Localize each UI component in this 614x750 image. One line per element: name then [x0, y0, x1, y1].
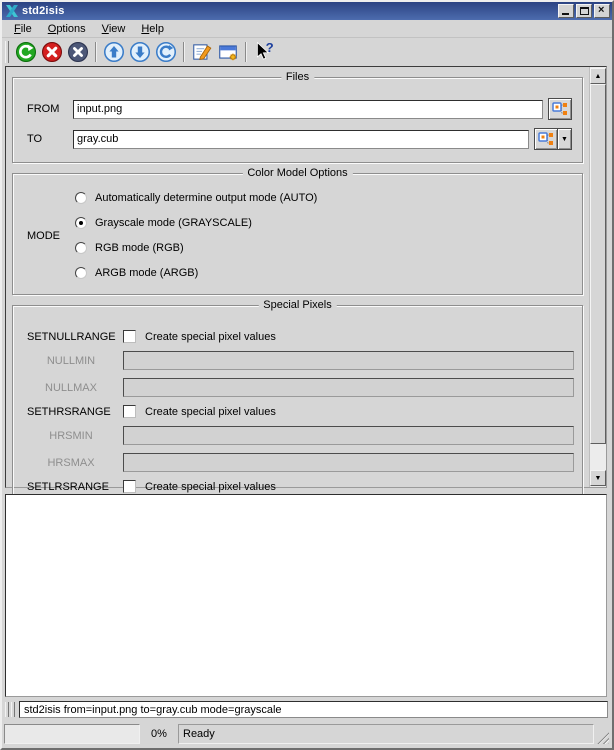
scrollbar-thumb[interactable]: [590, 84, 606, 444]
previous-history-icon: [103, 41, 125, 63]
hrsmax-row: [19, 453, 576, 472]
from-file-browse-button[interactable]: [548, 98, 572, 120]
hrsmax-input: [123, 453, 574, 472]
command-line-input[interactable]: [19, 701, 608, 718]
progress-percent: 0%: [151, 728, 167, 740]
nullmin-input: [123, 351, 574, 370]
parameter-form: [6, 67, 589, 493]
setlrsrange-checkbox[interactable]: [123, 480, 136, 493]
main-toolbar: [2, 38, 612, 66]
run-icon: [15, 41, 37, 63]
edit-log-button[interactable]: [190, 40, 214, 64]
title-bar: [2, 2, 612, 20]
next-history-button[interactable]: [128, 40, 152, 64]
to-input[interactable]: [73, 130, 529, 149]
sethrsrange-row: [19, 405, 576, 418]
toolbar-separator: [245, 42, 247, 62]
whats-this-button[interactable]: [252, 40, 276, 64]
file-browse-icon: [538, 131, 554, 147]
toolbar-grip[interactable]: [5, 41, 9, 63]
mode-option-auto[interactable]: [75, 192, 576, 204]
nullmax-row: [19, 378, 576, 397]
close-icon: ×: [598, 4, 605, 16]
previous-history-button[interactable]: [102, 40, 126, 64]
whats-this-icon: [253, 41, 275, 63]
window-title: std2isis: [22, 5, 65, 17]
nullmin-label: NULLMIN: [46, 354, 96, 367]
stop-button[interactable]: [40, 40, 64, 64]
mode-option-label: Grayscale mode (GRAYSCALE): [95, 217, 252, 229]
form-vertical-scrollbar[interactable]: [589, 67, 606, 487]
from-label: FROM: [27, 103, 60, 115]
mode-label: MODE: [27, 229, 60, 242]
hrsmin-row: [19, 426, 576, 445]
nullmin-row: [19, 351, 576, 370]
status-message: Ready: [178, 724, 594, 744]
setlrsrange-checkbox-label: Create special pixel values: [145, 480, 276, 493]
progress-bar: [4, 724, 140, 744]
minimize-icon: [562, 13, 569, 15]
hrsmax-label: HRSMAX: [47, 456, 95, 469]
x11-app-icon: [5, 4, 19, 18]
setlrsrange-row: [19, 480, 576, 493]
setlrsrange-label: SETLRSRANGE: [27, 480, 109, 493]
toolbar-separator: [95, 42, 97, 62]
files-group-legend: Files: [281, 71, 314, 83]
command-line-toolbar: [4, 700, 608, 719]
files-group: [12, 71, 583, 163]
menu-bar: [2, 20, 612, 38]
chevron-up-icon: ▲: [594, 72, 602, 80]
setnullrange-checkbox-label: Create special pixel values: [145, 330, 276, 343]
toolbar-separator: [183, 42, 185, 62]
radio-icon[interactable]: [75, 242, 87, 254]
nullmax-input: [123, 378, 574, 397]
resize-grip[interactable]: [596, 731, 609, 744]
sethrsrange-checkbox[interactable]: [123, 405, 136, 418]
minimize-button[interactable]: [558, 4, 574, 18]
file-browse-icon: [552, 101, 568, 117]
setnullrange-label: SETNULLRANGE: [27, 330, 116, 343]
chevron-down-icon: ▼: [561, 135, 568, 143]
chevron-down-icon: ▼: [594, 474, 602, 482]
scrollbar-up-button[interactable]: [590, 68, 606, 84]
mode-option-label: RGB mode (RGB): [95, 242, 184, 254]
reset-icon: [155, 41, 177, 63]
to-dropdown-button[interactable]: [558, 128, 572, 150]
next-history-icon: [129, 41, 151, 63]
color-model-group-legend: Color Model Options: [242, 167, 352, 179]
mode-option-argb[interactable]: [75, 267, 576, 279]
maximize-button[interactable]: [576, 4, 592, 18]
color-model-group: [12, 167, 583, 295]
setnullrange-row: [19, 330, 576, 343]
radio-icon[interactable]: [75, 267, 87, 279]
mode-option-label: ARGB mode (ARGB): [95, 267, 199, 279]
special-pixels-group-legend: Special Pixels: [258, 299, 336, 311]
hrsmin-label: HRSMIN: [49, 429, 93, 442]
mode-radio-group: [19, 192, 576, 279]
menu-options[interactable]: Options: [47, 22, 86, 35]
mode-option-grayscale[interactable]: [75, 217, 576, 229]
status-bar: [2, 722, 612, 746]
menu-help[interactable]: Help: [141, 22, 164, 35]
setnullrange-checkbox[interactable]: [123, 330, 136, 343]
mode-option-rgb[interactable]: [75, 242, 576, 254]
radio-icon[interactable]: [75, 192, 87, 204]
scrollbar-down-button[interactable]: [590, 470, 606, 486]
nullmax-label: NULLMAX: [45, 381, 97, 394]
exit-icon: [67, 41, 89, 63]
toolbar-grip[interactable]: [11, 702, 15, 717]
from-row: [27, 98, 572, 120]
reset-button[interactable]: [154, 40, 178, 64]
to-label: TO: [27, 133, 43, 145]
from-input[interactable]: [73, 100, 543, 119]
menu-file[interactable]: File: [14, 22, 32, 35]
toolbar-grip[interactable]: [5, 702, 9, 717]
sethrsrange-label: SETHRSRANGE: [27, 405, 111, 418]
menu-view[interactable]: View: [101, 22, 126, 35]
to-row: [27, 128, 572, 150]
edit-log-icon: [191, 41, 213, 63]
close-button[interactable]: [594, 4, 610, 18]
settings-button[interactable]: [216, 40, 240, 64]
svg-text:?: ?: [265, 40, 274, 55]
run-button[interactable]: [14, 40, 38, 64]
to-file-browse-button[interactable]: [534, 128, 558, 150]
hrsmin-input: [123, 426, 574, 445]
radio-icon[interactable]: [75, 217, 87, 229]
settings-icon: [217, 41, 239, 63]
stop-icon: [41, 41, 63, 63]
parameter-form-viewport: [5, 66, 607, 493]
exit-button[interactable]: [66, 40, 90, 64]
log-output-area[interactable]: [5, 494, 607, 697]
mode-option-label: Automatically determine output mode (AUTO): [95, 192, 318, 204]
sethrsrange-checkbox-label: Create special pixel values: [145, 405, 276, 418]
maximize-icon: [580, 7, 589, 15]
